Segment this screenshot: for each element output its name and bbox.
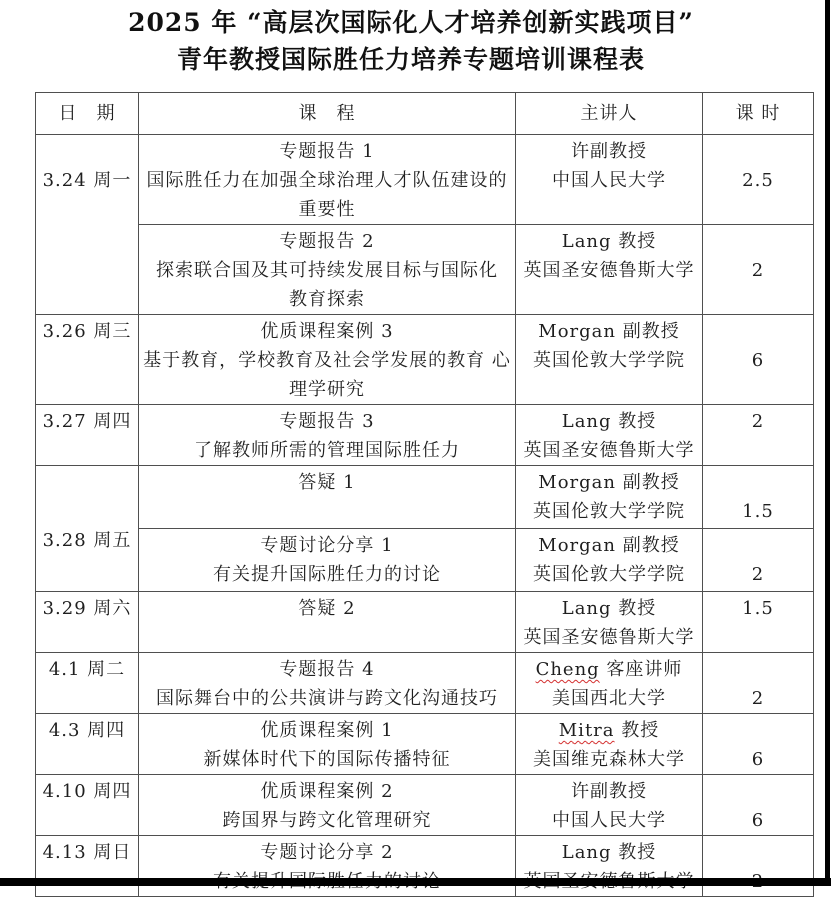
speaker-cell — [516, 529, 703, 592]
hours-cell — [703, 775, 814, 836]
course-desc: 国际舞台中的公共演讲与跨文化沟通技巧 — [156, 688, 498, 709]
course-title: 优质课程案例 2 — [260, 781, 394, 802]
hours-value: 2.5 — [742, 170, 774, 191]
speaker-cell — [516, 836, 703, 897]
date-cell — [36, 653, 139, 714]
speaker-cell — [516, 315, 703, 405]
speaker-affiliation: 英国圣安德鲁斯大学 — [523, 440, 695, 461]
hours-value: 6 — [751, 749, 765, 770]
speaker-name: Morgan 副教授 — [538, 472, 680, 493]
speaker-affiliation: 美国维克森林大学 — [533, 749, 685, 770]
course-title: 专题讨论分享 1 — [260, 535, 394, 556]
table-row — [36, 225, 814, 315]
table-row — [36, 135, 814, 225]
header-course: 课 程 — [139, 93, 516, 135]
speaker-cell — [516, 653, 703, 714]
hours-value: 2 — [751, 411, 765, 432]
speaker-affiliation: 英国伦敦大学学院 — [533, 501, 685, 522]
speaker-cell — [516, 405, 703, 466]
course-desc: 探索联合国及其可持续发展目标与国际化 — [156, 260, 498, 281]
date-cell — [36, 135, 139, 315]
course-cell — [139, 836, 516, 897]
date-text: 3.24 周一 — [42, 170, 132, 191]
table-row — [36, 466, 814, 529]
speaker-cell — [516, 225, 703, 315]
speaker-name: Morgan 副教授 — [538, 321, 680, 342]
speaker-cell — [516, 592, 703, 653]
date-text: 3.29 周六 — [42, 598, 132, 619]
table-row — [36, 315, 814, 405]
hours-cell — [703, 529, 814, 592]
date-text: 4.13 周日 — [42, 842, 132, 863]
speaker-affiliation: 英国圣安德鲁斯大学 — [523, 627, 695, 648]
course-desc: 有关提升国际胜任力的讨论 — [213, 564, 441, 585]
speaker-name: Morgan 副教授 — [538, 535, 680, 556]
speaker-affiliation: 中国人民大学 — [552, 810, 666, 831]
date-text: 4.1 周二 — [48, 659, 126, 680]
speaker-name: 许副教授 — [571, 781, 647, 802]
course-title: 专题报告 2 — [279, 231, 375, 252]
course-title: 答疑 1 — [298, 472, 356, 493]
hours-cell — [703, 714, 814, 775]
hours-cell — [703, 405, 814, 466]
course-title: 优质课程案例 1 — [260, 720, 394, 741]
hours-value: 6 — [751, 810, 765, 831]
course-cell — [139, 405, 516, 466]
course-desc: 了解教师所需的管理国际胜任力 — [194, 440, 460, 461]
date-cell — [36, 405, 139, 466]
speaker-title: 教授 — [614, 720, 660, 741]
hours-value: 2 — [751, 260, 765, 281]
speaker-title: 客座讲师 — [599, 659, 683, 680]
date-text: 3.28 周五 — [42, 530, 132, 551]
title-line-2: 青年教授国际胜任力培养专题培训课程表 — [176, 45, 645, 74]
hours-cell — [703, 653, 814, 714]
course-title: 专题报告 1 — [279, 141, 375, 162]
course-desc: 基于教育，学校教育及社会学发展的教育 心 — [143, 350, 511, 371]
course-desc: 理学研究 — [289, 379, 365, 400]
speaker-cell — [516, 775, 703, 836]
date-cell — [36, 315, 139, 405]
hours-value: 2 — [751, 564, 765, 585]
title-line-1: 2025 年 “高层次国际化人才培养创新实践项目” — [128, 8, 694, 37]
speaker-cell — [516, 714, 703, 775]
speaker-affiliation: 中国人民大学 — [552, 170, 666, 191]
course-title: 专题报告 3 — [279, 411, 375, 432]
course-desc: 国际胜任力在加强全球治理人才队伍建设的 — [146, 170, 508, 191]
course-cell — [139, 135, 516, 225]
speaker-name: Lang 教授 — [561, 598, 657, 619]
date-text: 4.10 周四 — [42, 781, 132, 802]
date-cell — [36, 714, 139, 775]
page-right-edge — [825, 0, 830, 886]
date-cell — [36, 836, 139, 897]
date-text: 4.3 周四 — [48, 720, 126, 741]
table-header-row — [36, 93, 814, 135]
hours-cell — [703, 466, 814, 529]
hours-cell — [703, 135, 814, 225]
speaker-affiliation: 英国圣安德鲁斯大学 — [523, 260, 695, 281]
hours-cell — [703, 836, 814, 897]
header-hours: 课 时 — [703, 93, 814, 135]
speaker-name — [516, 655, 702, 684]
hours-cell — [703, 225, 814, 315]
hours-cell — [703, 315, 814, 405]
date-cell — [36, 592, 139, 653]
table-row — [36, 653, 814, 714]
course-desc: 重要性 — [298, 199, 356, 220]
course-cell — [139, 653, 516, 714]
table-row — [36, 714, 814, 775]
speaker-cell — [516, 466, 703, 529]
course-desc: 教育探索 — [289, 289, 365, 310]
speaker-affiliation: 美国西北大学 — [552, 688, 666, 709]
hours-value: 6 — [751, 350, 765, 371]
schedule-table — [35, 92, 814, 897]
hours-value: 1.5 — [742, 598, 774, 619]
speaker-name: 许副教授 — [571, 141, 647, 162]
hours-value: 1.5 — [742, 501, 774, 522]
course-title: 优质课程案例 3 — [260, 321, 394, 342]
speaker-name-spellcheck: Mitra — [558, 720, 615, 741]
speaker-cell — [516, 135, 703, 225]
speaker-name — [516, 716, 702, 745]
speaker-name: Lang 教授 — [561, 842, 657, 863]
table-row — [36, 592, 814, 653]
speaker-affiliation: 英国伦敦大学学院 — [533, 564, 685, 585]
speaker-name: Lang 教授 — [561, 231, 657, 252]
speaker-name: Lang 教授 — [561, 411, 657, 432]
date-cell — [36, 466, 139, 592]
date-text: 3.27 周四 — [42, 411, 132, 432]
speaker-name-spellcheck: Cheng — [535, 659, 600, 680]
header-date: 日 期 — [36, 93, 139, 135]
page-bottom-edge — [0, 878, 831, 886]
table-row — [36, 836, 814, 897]
course-desc: 新媒体时代下的国际传播特征 — [203, 749, 451, 770]
course-cell — [139, 592, 516, 653]
header-speaker: 主讲人 — [516, 93, 703, 135]
hours-value: 2 — [751, 688, 765, 709]
course-cell — [139, 225, 516, 315]
date-cell — [36, 775, 139, 836]
course-title: 答疑 2 — [298, 598, 356, 619]
table-row — [36, 775, 814, 836]
course-title: 专题报告 4 — [279, 659, 375, 680]
speaker-affiliation: 英国伦敦大学学院 — [533, 350, 685, 371]
course-cell — [139, 466, 516, 529]
course-title: 专题讨论分享 2 — [260, 842, 394, 863]
table-row — [36, 405, 814, 466]
document-title — [0, 4, 822, 78]
course-desc: 跨国界与跨文化管理研究 — [222, 810, 432, 831]
course-cell — [139, 775, 516, 836]
course-cell — [139, 714, 516, 775]
table-row — [36, 529, 814, 592]
date-text: 3.26 周三 — [42, 321, 132, 342]
course-cell — [139, 529, 516, 592]
course-cell — [139, 315, 516, 405]
hours-cell — [703, 592, 814, 653]
